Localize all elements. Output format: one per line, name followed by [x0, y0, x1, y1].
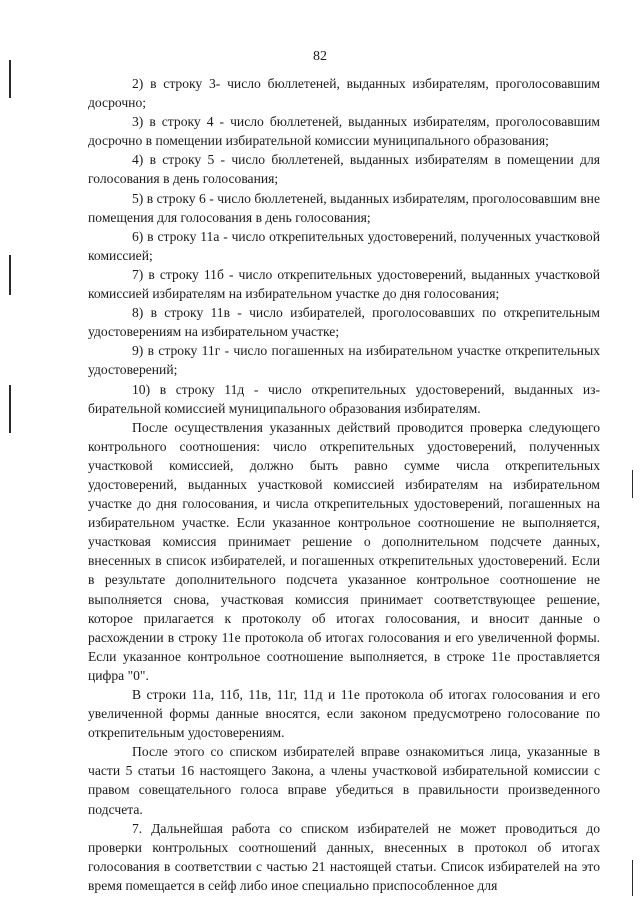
paragraph: 2) в строку 3- число бюллетеней, выданных избирателям, проголосовавшим досрочно;: [88, 76, 600, 111]
paragraph: 7. Дальнейшая работа со списком избирателей не может проводиться до проверки контрольных соотношений данных, внесенных в протокол об итогах голосования в соответствии с частью 21 настоящей статьи. Список избирателей на это время помещается в сейф либо иное специально приспособленное для: [88, 820, 600, 893]
scan-margin-mark: [9, 385, 11, 433]
document-body: [88, 74, 600, 895]
paragraph: 6) в строку 11а - число открепительных удостоверений, полученных участковой комиссией;: [88, 228, 600, 263]
page-number: 82: [313, 49, 327, 64]
paragraph: В строки 11а, 11б, 11в, 11г, 11д и 11е протокола об итогах голосования и его увеличенной формы данные вносятся, если законом предусмотрено голосование по открепительным удостоверениям.: [88, 687, 600, 741]
scan-margin-mark: [632, 860, 633, 896]
paragraph: 8) в строку 11в - число избирателей, проголосовавших по открепительным удостоверениям на избирательном участке;: [88, 305, 600, 340]
scan-margin-mark: [632, 470, 633, 498]
scan-margin-mark: [9, 255, 11, 295]
paragraph: После этого со списком избирателей вправе ознакомиться лица, указанные в части 5 статьи 16 настоящего Закона, а члены участковой избирательной комиссии с правом совещательного голоса вправе убедиться в правильности произведенного подсчета.: [88, 744, 600, 817]
scan-margin-mark: [9, 60, 11, 98]
paragraph: После осуществления указанных действий проводится проверка следующего контрольного соотношения: число открепительных удостоверений, полученных участковой комиссией, должно быть равно сумме числа открепительных удостоверений, выданных участковой комиссией избирателям на избирательном участке до дня голосования, и числа открепительных удостоверений, погашенных на избирательном участке. Если указанное контрольное соотношение не выполняется, участковая комиссия принимает решение о дополнительном подсчете данных, внесенных в список избирателей, и погашенных открепительных удостоверений. Если в результате дополнительного подсчета указанное контрольное соотношение не выполняется снова, участковая комиссия принимает соответствующее решение, которое прилагается к протоколу об итогах голосования, и вносит данные о расхождении в строку 11е протокола об итогах голосования и его увеличенной формы. Если указанное контрольное соотношение выполняется, в строке 11е проставляется цифра "0".: [88, 419, 600, 683]
paragraph: 7) в строку 11б - число открепительных удостоверений, выданных участковой комиссией избирателям на избирательном участке до дня голосования;: [88, 266, 600, 302]
paragraph: 4) в строку 5 - число бюллетеней, выданных избирателям в помещении для голосования в день голосования;: [88, 152, 600, 187]
paragraph: 5) в строку 6 - число бюллетеней, выданных избирателям, проголосовавшим вне помещения для голосования в день голосования;: [88, 190, 600, 225]
paragraph: 9) в строку 11г - число погашенных на избирательном участке открепительных удостоверений;: [88, 343, 600, 378]
paragraph: 10) в строку 11д - число открепительных удостоверений, выданных избирательной комиссией муниципального образования избирателям.: [88, 381, 600, 416]
paragraph: 3) в строку 4 - число бюллетеней, выданных избирателям, проголосовавшим досрочно в помещении избирательной комиссии муниципального образования;: [88, 114, 600, 149]
